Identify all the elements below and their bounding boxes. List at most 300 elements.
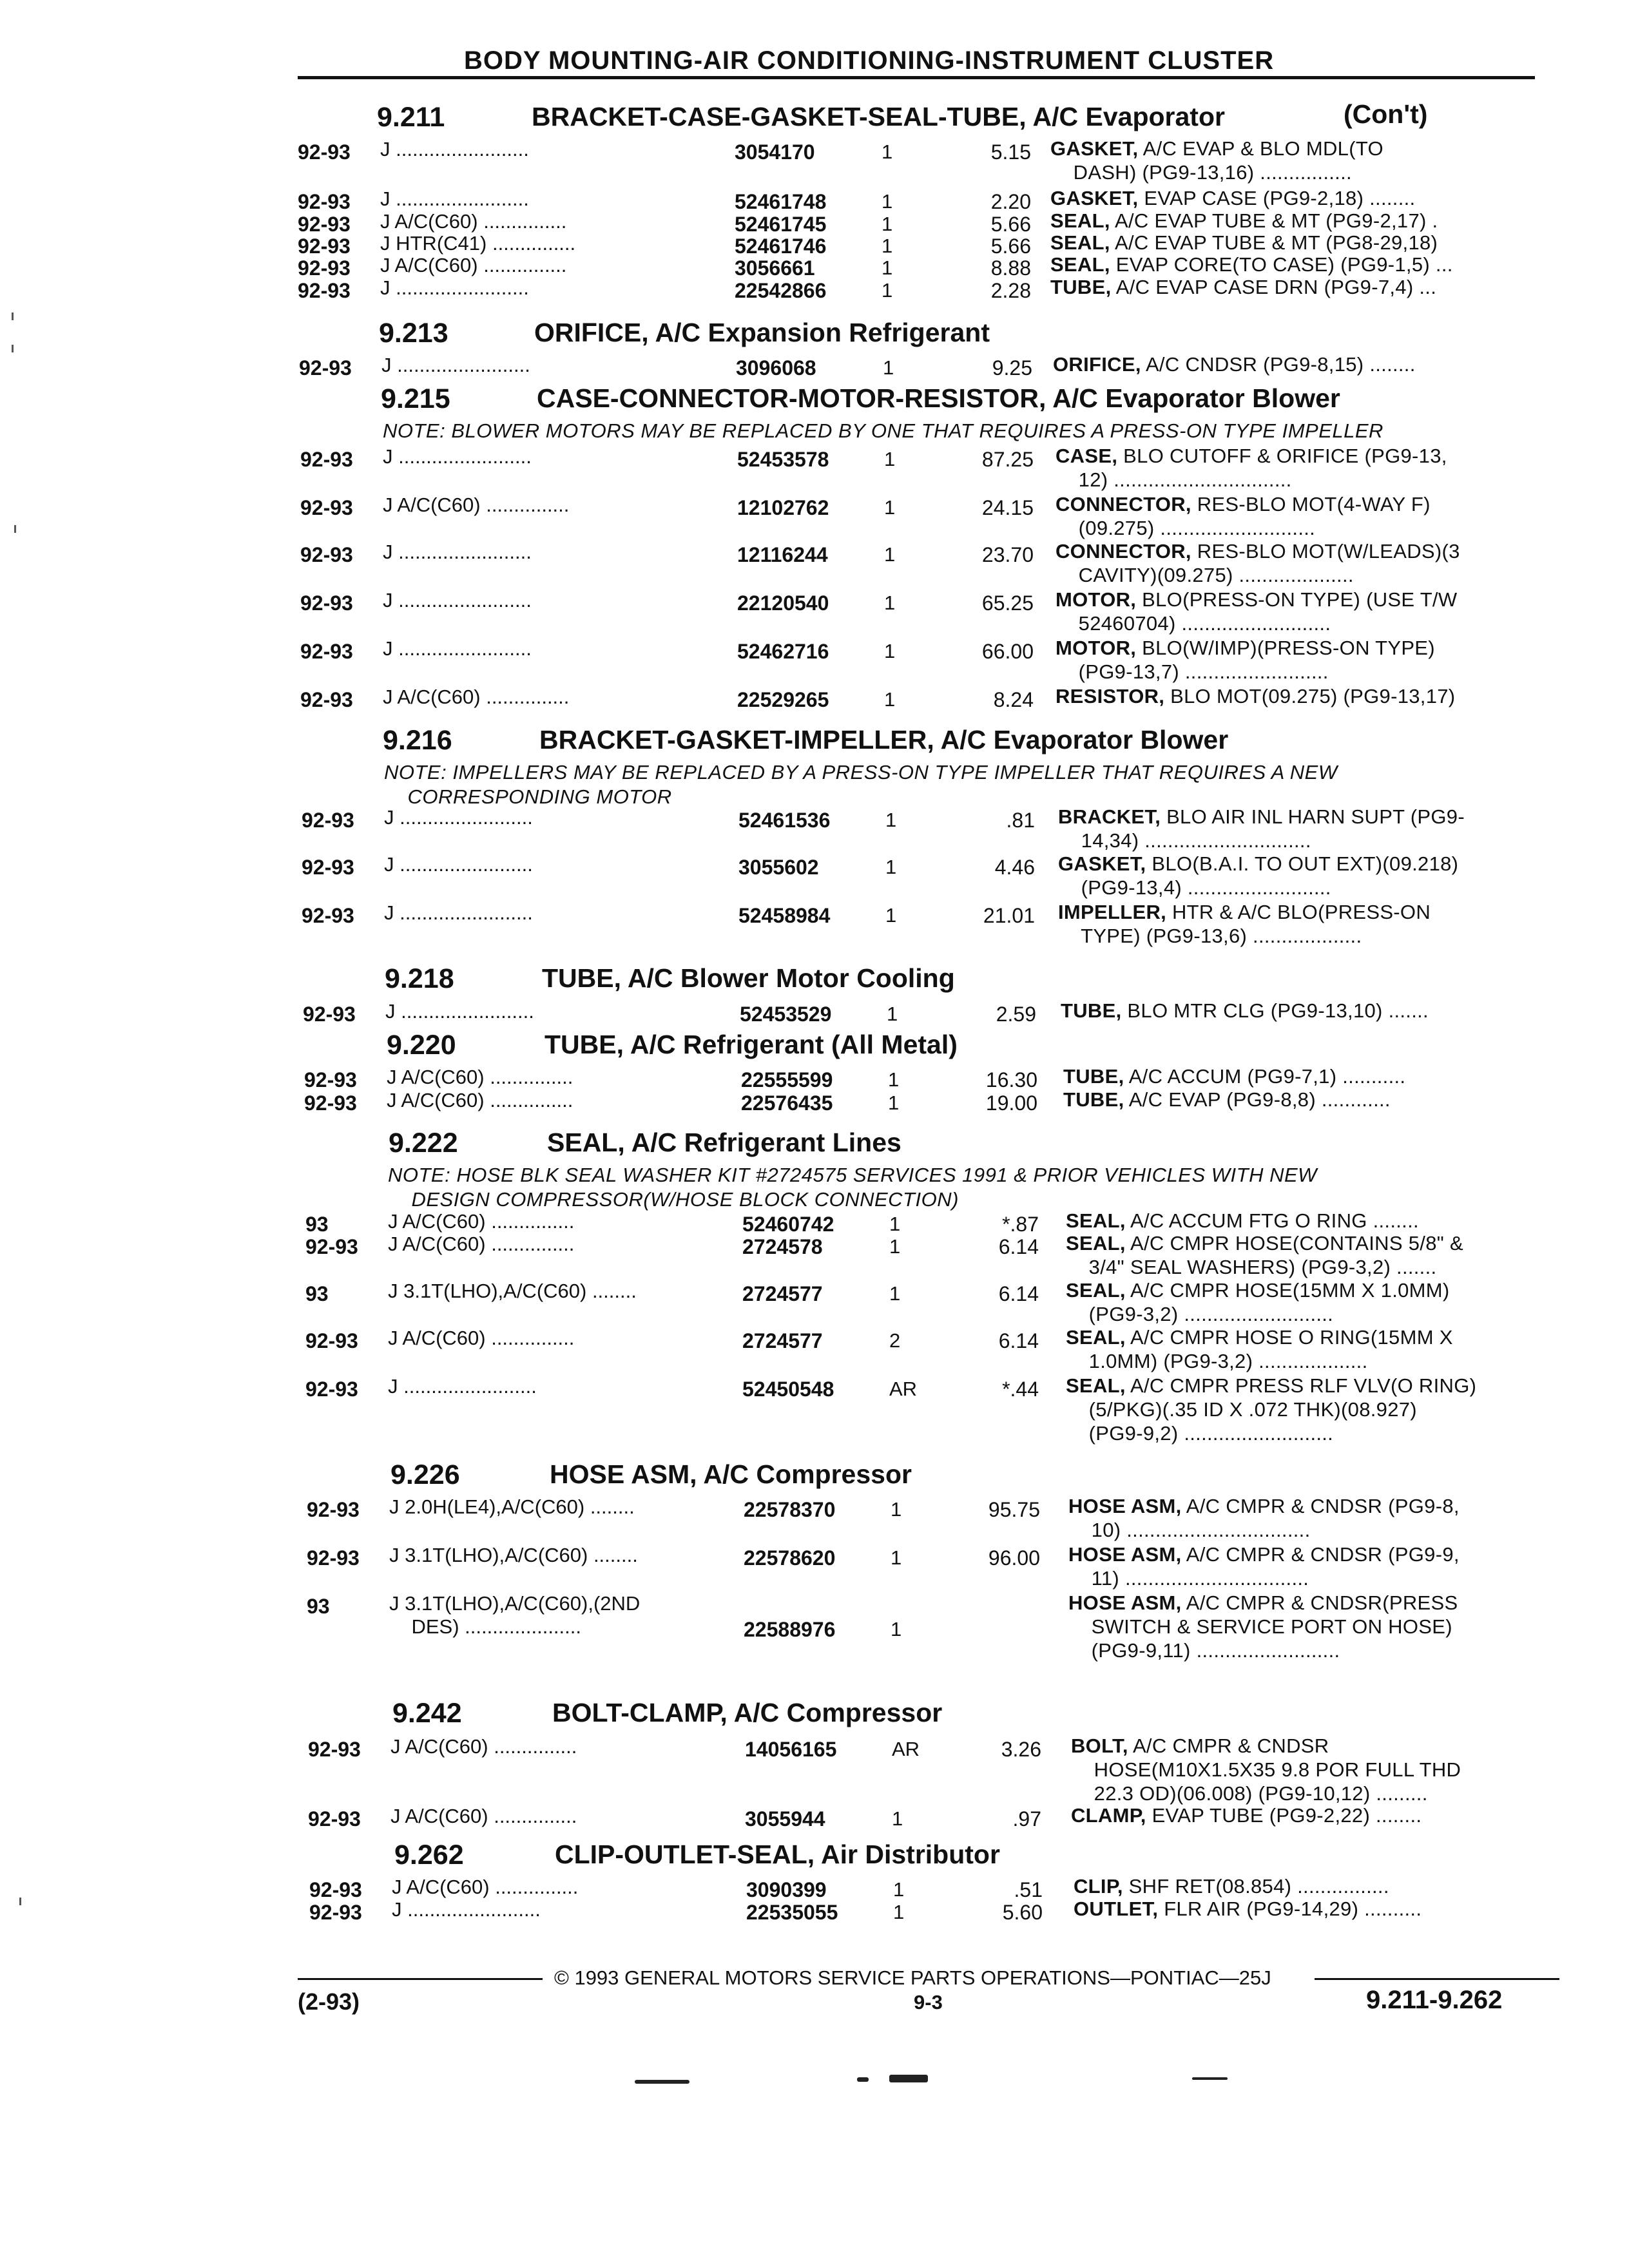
price: 2.59 (996, 1003, 1036, 1026)
description-keyword: CLIP, (1074, 1875, 1123, 1898)
parts-row (0, 353, 1629, 382)
description-text: BLO AIR INL HARN SUPT (PG9- 14,34) ............................. (1081, 805, 1465, 852)
description (1066, 1231, 1463, 1279)
description-text: A/C EVAP CASE DRN (PG9-7,4) ... (1115, 276, 1437, 298)
parts-row (0, 1735, 1629, 1805)
price: 5.15 (990, 140, 1031, 164)
application: J A/C(C60) ............... (392, 1876, 579, 1898)
description-text: A/C EVAP TUBE & MT (PG9-2,17) . (1115, 209, 1438, 232)
price: .81 (1006, 809, 1035, 832)
description (1074, 1874, 1389, 1898)
description-keyword: SEAL, (1066, 1326, 1126, 1349)
quantity: 1 (891, 1498, 902, 1521)
description (1050, 209, 1438, 233)
quantity: 1 (893, 1901, 905, 1923)
application: J A/C(C60) ............... (387, 1066, 574, 1088)
description-text: BLO MOT(09.275) (PG9-13,17) (1170, 685, 1456, 707)
description-keyword: CONNECTOR, (1055, 493, 1191, 515)
quantity: 1 (882, 213, 893, 235)
part-number: 2724577 (742, 1329, 823, 1352)
description (1050, 186, 1415, 210)
application: J A/C(C60) ............... (387, 1089, 574, 1111)
model-years: 92-93 (307, 1546, 360, 1570)
description (1068, 1494, 1460, 1542)
description-text: EVAP CASE (PG9-2,18) ........ (1144, 187, 1416, 209)
footer-copyright: © 1993 GENERAL MOTORS SERVICE PARTS OPERATIONS—PONTIAC—25J (554, 1966, 1271, 1989)
description-text: A/C CMPR & CNDSR (PG9-8, 10) ................................ (1091, 1495, 1460, 1541)
description (1050, 231, 1438, 255)
description-text: A/C CMPR HOSE(CONTAINS 5/8" & 3/4" SEAL WASHERS) (PG9-3,2) ....... (1088, 1232, 1463, 1278)
price: 2.28 (990, 279, 1031, 302)
application: J ........................ (381, 354, 530, 376)
description (1050, 137, 1383, 184)
description-keyword: GASKET, (1050, 137, 1139, 160)
section-title: TUBE, A/C Blower Motor Cooling (542, 963, 955, 993)
description (1055, 636, 1435, 684)
price: 3.26 (1001, 1738, 1041, 1761)
section-title: BRACKET-GASKET-IMPELLER, A/C Evaporator Blower (539, 725, 1229, 754)
model-years: 92-93 (309, 1901, 362, 1924)
description-keyword: SEAL, (1050, 209, 1110, 232)
footer-section-range: 9.211-9.262 (1366, 1986, 1503, 2014)
price: 24.15 (981, 496, 1034, 519)
application: J A/C(C60) ............... (383, 686, 570, 708)
quantity: AR (892, 1738, 920, 1760)
description-text: FLR AIR (PG9-14,29) .......... (1164, 1898, 1422, 1920)
quantity: 1 (884, 640, 896, 662)
description-keyword: TUBE, (1063, 1065, 1124, 1088)
section-title: CLIP-OUTLET-SEAL, Air Distributor (555, 1840, 1000, 1869)
price: 2.20 (990, 190, 1031, 213)
model-years: 92-93 (298, 256, 351, 280)
scan-smudge (635, 2080, 689, 2084)
parts-row (0, 493, 1629, 539)
model-years: 92-93 (302, 809, 354, 832)
description (1066, 1209, 1419, 1233)
description (1055, 684, 1455, 708)
description-keyword: IMPELLER, (1058, 901, 1167, 923)
model-years: 92-93 (304, 1068, 357, 1091)
scan-mark (19, 1898, 21, 1905)
part-number: 12102762 (737, 496, 829, 519)
description-keyword: BOLT, (1071, 1735, 1128, 1757)
price: 66.00 (981, 640, 1034, 663)
application: J ........................ (388, 1375, 537, 1398)
parts-row (0, 540, 1629, 586)
description-text: RES-BLO MOT(W/LEADS)(3 CAVITY)(09.275) .................... (1078, 540, 1460, 586)
description-text: A/C ACCUM (PG9-7,1) ........... (1128, 1065, 1406, 1088)
description-text: A/C ACCUM FTG O RING ........ (1130, 1209, 1419, 1232)
section-number: 9.215 (381, 383, 450, 414)
description-text: RES-BLO MOT(4-WAY F) (09.275) ........................... (1078, 493, 1431, 539)
application: J A/C(C60) ............... (388, 1233, 575, 1255)
description (1058, 900, 1431, 948)
scan-smudge (889, 2075, 928, 2082)
part-number: 22578370 (744, 1498, 836, 1521)
application: J A/C(C60) ............... (390, 1735, 577, 1758)
price: 65.25 (981, 591, 1034, 615)
price: 87.25 (981, 448, 1034, 471)
description-text: A/C CMPR & CNDSR (PG9-9, 11) ................................ (1091, 1543, 1460, 1590)
quantity: 1 (884, 543, 896, 566)
section-title: TUBE, A/C Refrigerant (All Metal) (545, 1030, 958, 1059)
part-number: 12116244 (737, 543, 828, 566)
footer-page-number: 9-3 (914, 1991, 943, 2013)
application: J ........................ (383, 589, 532, 611)
quantity: 1 (884, 591, 896, 614)
price: 8.88 (990, 256, 1031, 280)
model-years: 92-93 (302, 856, 354, 879)
page-title: BODY MOUNTING-AIR CONDITIONING-INSTRUMENT CLUSTER (464, 46, 1275, 75)
part-number: 14056165 (745, 1738, 837, 1761)
quantity: 1 (891, 1618, 902, 1640)
model-years: 92-93 (305, 1235, 358, 1258)
description-keyword: HOSE ASM, (1068, 1543, 1182, 1566)
model-years: 92-93 (298, 213, 351, 236)
description-text: A/C EVAP TUBE & MT (PG8-29,18) (1115, 231, 1438, 254)
price: 16.30 (985, 1068, 1037, 1091)
section-note: NOTE: BLOWER MOTORS MAY BE REPLACED BY ONE THAT REQUIRES A PRESS-ON TYPE IMPELLER (383, 419, 1383, 442)
quantity: 1 (888, 1091, 900, 1114)
description (1055, 539, 1460, 587)
description-keyword: RESISTOR, (1055, 685, 1165, 707)
description (1058, 852, 1458, 899)
parts-row (0, 1898, 1629, 1927)
part-number: 52453578 (737, 448, 829, 471)
application: J 3.1T(LHO),A/C(C60),(2ND DES) ..................... (389, 1592, 641, 1638)
price: .97 (1012, 1807, 1041, 1831)
price: 6.14 (998, 1235, 1039, 1258)
parts-row (0, 1326, 1629, 1372)
description (1050, 253, 1453, 276)
application: J ........................ (384, 901, 533, 924)
price: .51 (1014, 1878, 1043, 1901)
model-years: 92-93 (298, 190, 351, 213)
description (1058, 805, 1465, 852)
section-note: NOTE: HOSE BLK SEAL WASHER KIT #2724575 SERVICES 1991 & PRIOR VEHICLES WITH NEW DESIGN COMPRESSOR(W/HOSE BLOCK CONNECTION) (388, 1164, 1317, 1211)
part-number: 52453529 (740, 1003, 832, 1026)
description (1055, 444, 1447, 492)
model-years: 92-93 (304, 1091, 357, 1115)
description-keyword: SEAL, (1050, 253, 1110, 276)
model-years: 92-93 (303, 1003, 356, 1026)
scan-mark (14, 525, 16, 533)
application: J ........................ (383, 541, 532, 563)
description-text: BLO(B.A.I. TO OUT EXT)(09.218) (PG9-13,4) ......................... (1081, 852, 1459, 899)
description (1074, 1897, 1422, 1921)
part-number: 22542866 (735, 279, 827, 302)
description-text: A/C EVAP & BLO MDL(TO DASH) (PG9-13,16) ................ (1073, 137, 1383, 184)
section-number: 9.226 (390, 1459, 460, 1490)
description (1066, 1278, 1450, 1326)
parts-row (0, 999, 1629, 1028)
description-text: BLO MTR CLG (PG9-13,10) ....... (1127, 999, 1429, 1022)
description-keyword: CASE, (1055, 445, 1118, 467)
model-years: 92-93 (300, 591, 353, 615)
section-number: 9.262 (394, 1840, 464, 1870)
description-keyword: ORIFICE, (1053, 353, 1141, 376)
section-title: HOSE ASM, A/C Compressor (550, 1459, 912, 1489)
quantity: 1 (892, 1807, 903, 1830)
description-text: BLO(W/IMP)(PRESS-ON TYPE) (PG9-13,7) ......................... (1078, 637, 1435, 683)
part-number: 52460742 (742, 1213, 834, 1236)
header-rule (298, 76, 1535, 79)
part-number: 22576435 (741, 1091, 833, 1115)
quantity: 1 (887, 1003, 898, 1025)
section-title: CASE-CONNECTOR-MOTOR-RESISTOR, A/C Evaporator Blower (537, 383, 1340, 413)
model-years: 92-93 (300, 448, 353, 471)
description-keyword: TUBE, (1061, 999, 1122, 1022)
description-text: SHF RET(08.854) ................ (1128, 1875, 1389, 1898)
quantity: 1 (882, 235, 893, 257)
description-keyword: GASKET, (1058, 852, 1146, 875)
parts-row (0, 1232, 1629, 1278)
description-keyword: SEAL, (1050, 231, 1110, 254)
application: J 2.0H(LE4),A/C(C60) ........ (389, 1495, 635, 1518)
application: J ........................ (385, 1000, 534, 1023)
part-number: 22578620 (744, 1546, 836, 1570)
description-keyword: TUBE, (1063, 1088, 1124, 1111)
application: J 3.1T(LHO),A/C(C60) ........ (388, 1280, 637, 1302)
model-years: 92-93 (307, 1498, 360, 1521)
model-years: 92-93 (300, 640, 353, 663)
description-keyword: SEAL, (1066, 1374, 1126, 1397)
quantity: 1 (891, 1546, 902, 1569)
quantity: 1 (893, 1878, 905, 1901)
part-number: 3096068 (736, 356, 816, 380)
application: J ........................ (383, 445, 532, 468)
model-years: 92-93 (300, 496, 353, 519)
section-title: ORIFICE, A/C Expansion Refrigerant (534, 318, 990, 347)
section-title: BOLT-CLAMP, A/C Compressor (552, 1698, 943, 1727)
model-years: 92-93 (298, 140, 351, 164)
model-years: 92-93 (309, 1878, 362, 1901)
application: J ........................ (383, 637, 532, 660)
part-number: 52461536 (738, 809, 831, 832)
model-years: 92-93 (308, 1807, 361, 1831)
model-years: 92-93 (302, 904, 354, 927)
quantity: 1 (889, 1235, 901, 1258)
description-text: EVAP TUBE (PG9-2,22) ........ (1152, 1804, 1422, 1827)
model-years: 92-93 (308, 1738, 361, 1761)
parts-row (0, 1088, 1629, 1117)
quantity: 1 (888, 1068, 900, 1091)
parts-row (0, 1374, 1629, 1445)
description (1055, 588, 1457, 635)
model-years: 93 (305, 1213, 329, 1236)
description (1063, 1088, 1391, 1111)
description (1068, 1542, 1460, 1590)
parts-row (0, 901, 1629, 947)
parts-row (0, 1543, 1629, 1590)
parts-row (0, 445, 1629, 491)
quantity: 1 (882, 140, 893, 163)
model-years: 92-93 (305, 1329, 358, 1352)
parts-row (0, 588, 1629, 635)
description (1053, 352, 1416, 376)
section-note: NOTE: IMPELLERS MAY BE REPLACED BY A PRESS-ON TYPE IMPELLER THAT REQUIRES A NEW CORRESPONDING MOTOR (384, 761, 1338, 808)
quantity: 1 (884, 496, 896, 519)
scan-smudge (857, 2077, 869, 2082)
part-number: 3090399 (746, 1878, 827, 1901)
description-keyword: OUTLET, (1074, 1898, 1159, 1920)
description (1066, 1374, 1476, 1445)
section-number: 9.222 (389, 1128, 458, 1158)
quantity: 1 (884, 688, 896, 711)
part-number: 2724577 (742, 1282, 823, 1305)
price: 4.46 (994, 856, 1035, 879)
quantity: AR (889, 1378, 918, 1400)
part-number: 52458984 (738, 904, 831, 927)
part-number: 22529265 (737, 688, 829, 711)
description-text: A/C CMPR HOSE(15MM X 1.0MM) (PG9-3,2) .......................... (1088, 1279, 1450, 1325)
parts-row (0, 1591, 1629, 1662)
description (1050, 275, 1436, 299)
description-keyword: SEAL, (1066, 1232, 1126, 1254)
part-number: 52462716 (737, 640, 829, 663)
price: 95.75 (988, 1498, 1040, 1521)
quantity: 1 (885, 856, 897, 878)
model-years: 92-93 (300, 688, 353, 711)
application: J ........................ (392, 1898, 541, 1921)
price: 23.70 (981, 543, 1034, 566)
description-text: HTR & A/C BLO(PRESS-ON TYPE) (PG9-13,6) ................... (1081, 901, 1431, 947)
model-years: 93 (305, 1282, 329, 1305)
description (1071, 1803, 1422, 1827)
description-text: A/C CNDSR (PG9-8,15) ........ (1145, 353, 1416, 376)
description-text: BLO(PRESS-ON TYPE) (USE T/W 52460704) .......................... (1078, 588, 1458, 635)
description (1055, 492, 1431, 540)
quantity: 1 (882, 279, 893, 302)
part-number: 52461746 (735, 235, 827, 258)
price: *.44 (1002, 1378, 1039, 1401)
part-number: 52450548 (742, 1378, 834, 1401)
application: J 3.1T(LHO),A/C(C60) ........ (389, 1544, 638, 1566)
quantity: 1 (882, 256, 893, 279)
section-number: 9.242 (392, 1698, 462, 1729)
part-number: 22555599 (741, 1068, 833, 1091)
section-title: BRACKET-CASE-GASKET-SEAL-TUBE, A/C Evaporator (532, 102, 1225, 131)
description-text: A/C CMPR PRESS RLF VLV(O RING) (5/PKG)(.35 ID X .072 THK)(08.927) (PG9-9,2) .......................... (1088, 1374, 1477, 1445)
section-number: 9.211 (377, 102, 445, 133)
application: J ........................ (384, 853, 533, 876)
parts-row (0, 1804, 1629, 1833)
description-keyword: BRACKET, (1058, 805, 1161, 828)
description (1068, 1591, 1458, 1662)
model-years: 92-93 (300, 543, 353, 566)
price: 5.60 (1002, 1901, 1043, 1924)
parts-row (0, 276, 1629, 305)
price: *.87 (1002, 1213, 1039, 1236)
footer-rule-right (1315, 1978, 1559, 1980)
description-keyword: SEAL, (1066, 1279, 1126, 1302)
price: 6.14 (998, 1282, 1039, 1305)
application: J ........................ (380, 276, 529, 299)
model-years: 92-93 (299, 356, 352, 380)
quantity: 1 (889, 1282, 901, 1305)
scan-mark (12, 312, 14, 320)
parts-row (0, 1495, 1629, 1541)
description (1066, 1325, 1453, 1373)
application: J HTR(C41) ............... (380, 232, 576, 255)
price: 5.66 (990, 235, 1031, 258)
price: 21.01 (983, 904, 1035, 927)
quantity: 1 (885, 904, 897, 927)
quantity: 1 (889, 1213, 901, 1235)
description-keyword: CLAMP, (1071, 1804, 1146, 1827)
description-keyword: TUBE, (1050, 276, 1112, 298)
model-years: 92-93 (298, 235, 351, 258)
part-number: 3056661 (735, 256, 815, 280)
application: J A/C(C60) ............... (388, 1210, 575, 1233)
scan-mark (12, 345, 14, 352)
description-keyword: SEAL, (1066, 1209, 1126, 1232)
application: J A/C(C60) ............... (380, 254, 567, 276)
parts-row (0, 852, 1629, 899)
quantity: 1 (885, 809, 897, 831)
part-number: 52461745 (735, 213, 827, 236)
model-years: 93 (307, 1595, 330, 1618)
description-text: A/C CMPR HOSE O RING(15MM X 1.0MM) (PG9-3,2) ................... (1088, 1326, 1453, 1372)
section-number: 9.216 (383, 725, 452, 756)
application: J A/C(C60) ............... (383, 494, 570, 516)
model-years: 92-93 (298, 279, 351, 302)
part-number: 2724578 (742, 1235, 823, 1258)
parts-row (0, 805, 1629, 852)
section-title: SEAL, A/C Refrigerant Lines (547, 1128, 901, 1157)
part-number: 52461748 (735, 190, 827, 213)
section-number: 9.218 (385, 963, 454, 994)
application: J A/C(C60) ............... (388, 1327, 575, 1349)
quantity: 1 (884, 448, 896, 470)
quantity: 2 (889, 1329, 901, 1352)
price: 96.00 (988, 1546, 1040, 1570)
part-number: 22535055 (746, 1901, 838, 1924)
price: 9.25 (992, 356, 1032, 380)
description-keyword: MOTOR, (1055, 588, 1137, 611)
description (1071, 1734, 1461, 1805)
description-text: A/C CMPR & CNDSR(PRESS SWITCH & SERVICE PORT ON HOSE) (PG9-9,11) ......................... (1091, 1591, 1458, 1662)
description-keyword: MOTOR, (1055, 637, 1137, 659)
description-keyword: GASKET, (1050, 187, 1139, 209)
parts-row (0, 1279, 1629, 1325)
part-number: 22120540 (737, 591, 829, 615)
application: J A/C(C60) ............... (380, 210, 567, 233)
footer-rule-left (298, 1978, 543, 1980)
application: J A/C(C60) ............... (390, 1805, 577, 1827)
section-number: 9.213 (379, 318, 448, 349)
quantity: 1 (883, 356, 894, 379)
description-text: EVAP CORE(TO CASE) (PG9-1,5) ... (1115, 253, 1453, 276)
description-text: A/C EVAP (PG9-8,8) ............ (1128, 1088, 1391, 1111)
price: 19.00 (985, 1091, 1037, 1115)
part-number: 22588976 (744, 1618, 836, 1641)
application: J ........................ (380, 187, 529, 210)
parts-row (0, 685, 1629, 714)
description (1061, 999, 1429, 1023)
application: J ........................ (380, 138, 529, 160)
model-years: 92-93 (305, 1378, 358, 1401)
description-keyword: HOSE ASM, (1068, 1591, 1182, 1614)
description (1063, 1064, 1405, 1088)
section-continued: (Con't) (1344, 99, 1428, 129)
part-number: 3055602 (738, 856, 819, 879)
price: 6.14 (998, 1329, 1039, 1352)
section-number: 9.220 (387, 1030, 456, 1061)
price: 8.24 (993, 688, 1034, 711)
part-number: 3054170 (735, 140, 815, 164)
quantity: 1 (882, 190, 893, 213)
